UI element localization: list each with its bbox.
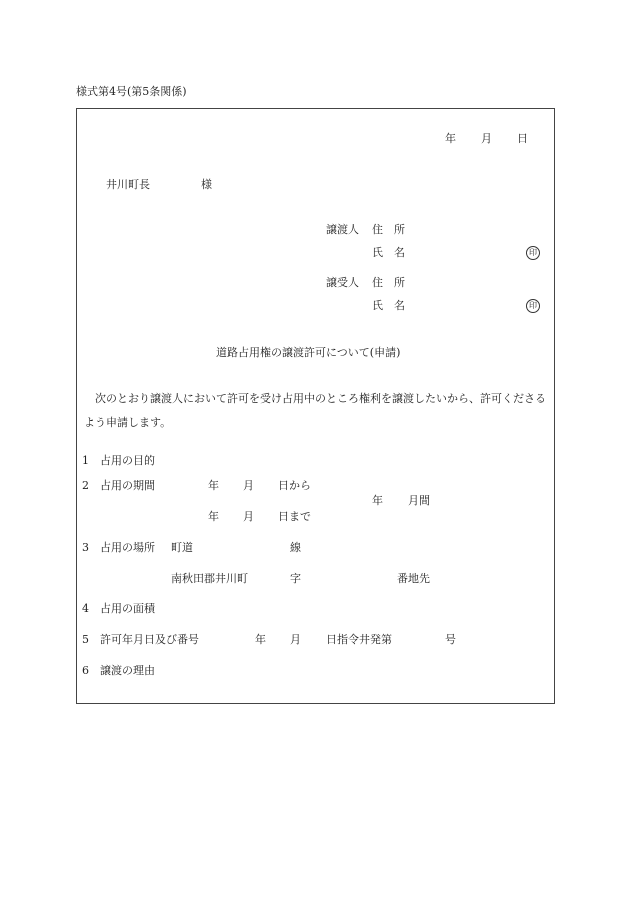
item-2-number: 2 xyxy=(82,479,89,492)
item-5-label: 許可年月日及び番号 xyxy=(100,633,199,646)
period-to-day: 日まで xyxy=(278,510,311,523)
permit-day-order: 日指令井発第 xyxy=(326,633,392,646)
document-title: 道路占用権の譲渡許可について(申請) xyxy=(216,346,401,359)
form-number-label: 様式第4号(第5条関係) xyxy=(76,85,187,98)
transferee-role: 譲受人 xyxy=(326,276,359,289)
period-to-year: 年 xyxy=(208,510,219,523)
item-6-number: 6 xyxy=(82,664,89,677)
addressee-name: 井川町長 xyxy=(106,178,150,191)
period-total-months: 月間 xyxy=(408,494,430,507)
body-text: 次のとおり譲渡人において許可を受け占用中のところ権利を譲渡したいから、許可くださるよう申請します。 xyxy=(84,392,546,429)
period-to-month: 月 xyxy=(243,510,254,523)
item-4-number: 4 xyxy=(82,602,89,615)
addressee-honorific: 様 xyxy=(201,178,212,191)
permit-number-suffix: 号 xyxy=(445,633,456,646)
transferee-address-label: 住 所 xyxy=(372,276,405,289)
period-from-day: 日から xyxy=(278,479,311,492)
location-area: 南秋田郡井川町 xyxy=(171,572,248,585)
transferor-name-label: 氏 名 xyxy=(372,246,405,259)
item-2-label: 占用の期間 xyxy=(100,479,155,492)
transferor-seal-mark: 印 xyxy=(526,246,540,260)
location-line-suffix: 線 xyxy=(290,541,301,554)
item-6-label: 譲渡の理由 xyxy=(100,664,155,677)
permit-month: 月 xyxy=(290,633,301,646)
date-day: 日 xyxy=(517,132,528,145)
item-3-label: 占用の場所 xyxy=(100,541,155,554)
item-1-label: 占用の目的 xyxy=(100,454,155,467)
location-road-type: 町道 xyxy=(171,541,193,554)
period-total-year: 年 xyxy=(372,494,383,507)
period-from-year: 年 xyxy=(208,479,219,492)
transferor-address-label: 住 所 xyxy=(372,223,405,236)
item-4-label: 占用の面積 xyxy=(100,602,155,615)
transferee-name-label: 氏 名 xyxy=(372,299,405,312)
period-from-month: 月 xyxy=(243,479,254,492)
item-1-number: 1 xyxy=(82,454,89,467)
date-month: 月 xyxy=(481,132,492,145)
transferee-seal-mark: 印 xyxy=(526,299,540,313)
location-lot-suffix: 番地先 xyxy=(397,572,430,585)
date-year: 年 xyxy=(445,132,456,145)
permit-year: 年 xyxy=(255,633,266,646)
body-paragraph xyxy=(84,387,552,435)
transferor-role: 譲渡人 xyxy=(326,223,359,236)
item-3-number: 3 xyxy=(82,541,89,554)
location-aza: 字 xyxy=(290,572,301,585)
item-5-number: 5 xyxy=(82,633,89,646)
